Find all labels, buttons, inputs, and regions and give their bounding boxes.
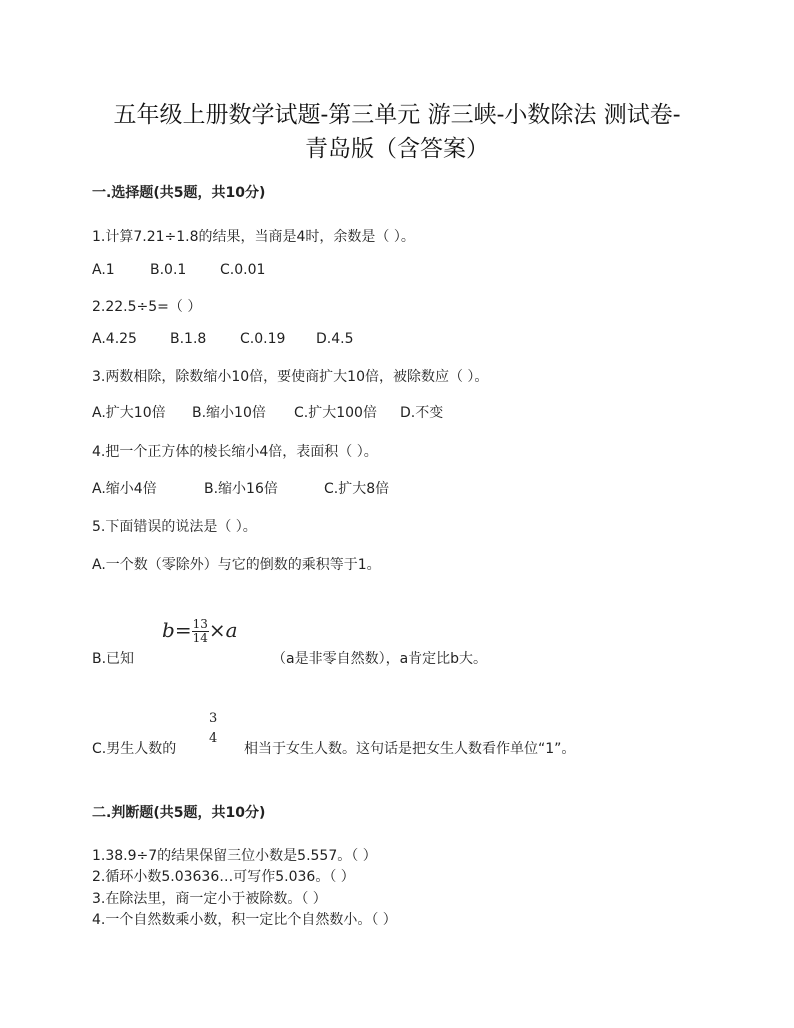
fraction-denominator: 4: [209, 731, 218, 746]
option: A.1: [92, 262, 115, 278]
judge-item-3: 3.在除法里，商一定小于被除数。（ ）: [92, 891, 327, 907]
question-5-option-a: A.一个数（零除外）与它的倒数的乘积等于1。: [92, 557, 381, 573]
option: B.0.1: [150, 262, 187, 278]
question-1: 1.计算7.21÷1.8的结果，当商是4时，余数是（ ）。: [92, 229, 415, 245]
question-5: 5.下面错误的说法是（ ）。: [92, 519, 257, 535]
math-var-a: a: [225, 618, 238, 642]
option: A.扩大10倍: [92, 405, 166, 421]
option: B.缩小16倍: [204, 481, 278, 497]
question-4-options: [92, 478, 389, 498]
question-3: 3.两数相除，除数缩小10倍，要使商扩大10倍，被除数应（ ）。: [92, 369, 489, 385]
question-5-option-c-prefix: C.男生人数的: [92, 741, 177, 757]
question-5-option-b-suffix: （a是非零自然数），a肯定比b大。: [272, 651, 488, 667]
fraction-3-4: [208, 711, 218, 747]
option: A.缩小4倍: [92, 481, 157, 497]
question-5-option-b-prefix: B.已知: [92, 651, 135, 667]
document-title-line1: 五年级上册数学试题-第三单元 游三峡-小数除法 测试卷-: [113, 102, 681, 128]
judge-item-4: 4.一个自然数乘小数，积一定比个自然数小。（ ）: [92, 912, 397, 928]
question-2: 2.22.5÷5=（ ）: [92, 299, 202, 315]
judge-item-1: 1.38.9÷7的结果保留三位小数是5.557。（ ）: [92, 848, 377, 864]
question-4: 4.把一个正方体的棱长缩小4倍，表面积（ ）。: [92, 444, 378, 460]
fraction-numerator: 3: [209, 711, 218, 726]
judge-item-2: 2.循环小数5.03636…可写作5.036。（ ）: [92, 869, 355, 885]
question-1-options: [92, 262, 265, 278]
option: C.扩大100倍: [294, 405, 377, 421]
document-title-line2: 青岛版（含答案）: [305, 136, 489, 162]
option: D.4.5: [316, 331, 354, 347]
option: C.0.01: [220, 262, 266, 278]
math-equals: =: [174, 618, 192, 642]
section-heading-choice: 一.选择题(共5题，共10分): [92, 185, 266, 201]
section-heading-judgement: 二.判断题(共5题，共10分): [92, 805, 266, 821]
math-times: ×: [208, 618, 226, 642]
question-5-option-c-suffix: 相当于女生人数。这句话是把女生人数看作单位“1”。: [244, 741, 576, 757]
formula-b-equals: [162, 618, 238, 645]
fraction-denominator: 14: [192, 631, 208, 645]
question-3-options: [92, 402, 443, 422]
option: A.4.25: [92, 331, 137, 347]
option: D.不变: [400, 405, 444, 421]
fraction-numerator: 13: [192, 617, 208, 631]
question-2-options: [92, 331, 354, 347]
option: B.缩小10倍: [192, 405, 266, 421]
math-var-b: b: [162, 618, 175, 642]
option: C.扩大8倍: [324, 481, 390, 497]
option: C.0.19: [240, 331, 286, 347]
fraction-13-14: [192, 618, 209, 645]
option: B.1.8: [170, 331, 207, 347]
